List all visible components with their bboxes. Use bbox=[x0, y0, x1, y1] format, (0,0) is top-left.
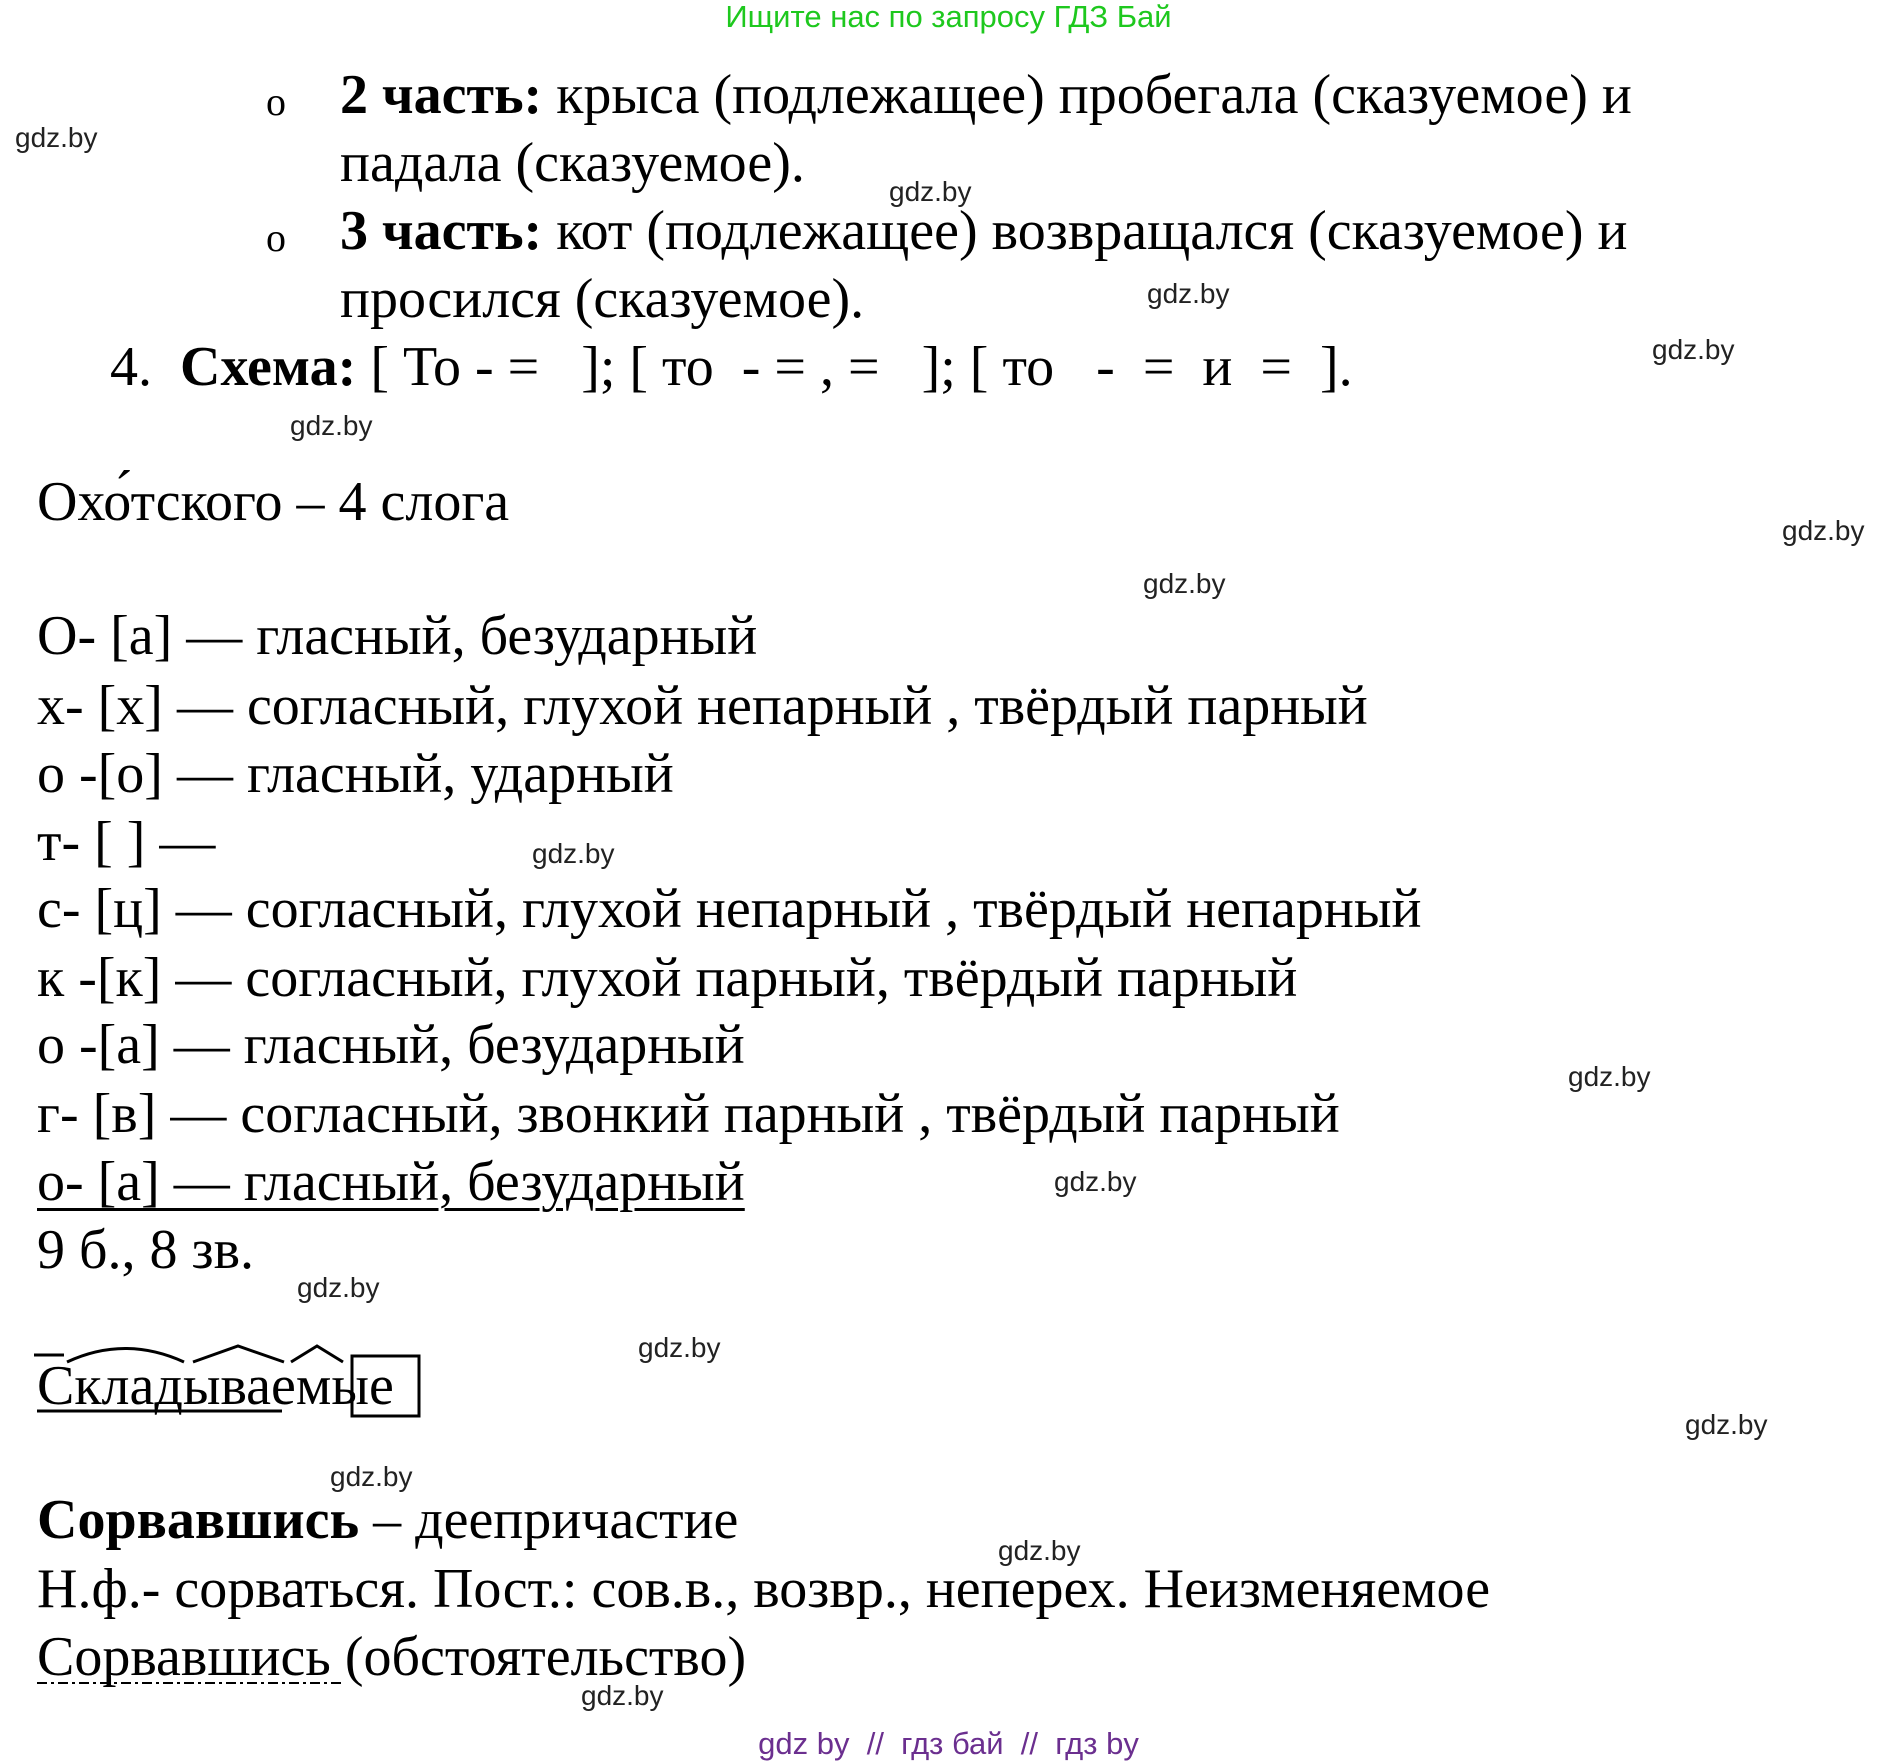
watermark: gdz.by bbox=[15, 122, 98, 153]
bullet-label: 3 часть: bbox=[340, 200, 543, 262]
watermark: gdz.by bbox=[1652, 334, 1735, 365]
watermark: gdz.by bbox=[998, 1535, 1081, 1566]
bullet-marker: o bbox=[266, 215, 286, 260]
letter-sound-count: 9 б., 8 зв. bbox=[37, 1219, 255, 1281]
participle-role-word: Сорвавшись bbox=[37, 1626, 331, 1688]
phonetic-line: к -[к] — согласный, глухой парный, твёрдый парный bbox=[37, 947, 1298, 1009]
bullet-continuation: просился (сказуемое). bbox=[340, 268, 865, 330]
watermark: gdz.by bbox=[1054, 1166, 1137, 1197]
phonetic-line: т- [ ] — bbox=[37, 811, 216, 873]
morpheme-word: Складываемые bbox=[37, 1355, 394, 1417]
phonetic-line: х- [х] — согласный, глухой непарный , твёрдый парный bbox=[37, 675, 1368, 737]
scheme-label: Схема: bbox=[180, 336, 357, 398]
bullet-label: 2 часть: bbox=[340, 64, 543, 126]
phonetic-line: о -[о] — гласный, ударный bbox=[37, 743, 674, 805]
participle-forms: Н.ф.- сорваться. Пост.: сов.в., возвр., неперех. Неизменяемое bbox=[37, 1558, 1491, 1620]
phonetic-line: с- [ц] — согласный, глухой непарный , твёрдый непарный bbox=[37, 878, 1422, 940]
scheme-text: [ То - = ]; [ то - = , = ]; [ то - = и = ]. bbox=[356, 336, 1353, 398]
footer-links: gdz by // гдз бай // гдз by bbox=[758, 1726, 1139, 1761]
phonetic-line: о -[а] — гласный, безударный bbox=[37, 1014, 745, 1076]
search-hint-header: Ищите нас по запросу ГДЗ Бай bbox=[725, 0, 1172, 34]
bullet-text: крыса (подлежащее) пробегала (сказуемое) и bbox=[542, 64, 1632, 126]
phonetic-line: г- [в] — согласный, звонкий парный , твёрдый парный bbox=[37, 1083, 1340, 1145]
bullet-part-2 bbox=[340, 61, 1632, 129]
watermark: gdz.by bbox=[330, 1461, 413, 1492]
participle-desc: – деепричастие bbox=[359, 1489, 739, 1551]
participle-word: Сорвавшись bbox=[37, 1489, 360, 1551]
watermark: gdz.by bbox=[581, 1680, 664, 1711]
watermark: gdz.by bbox=[889, 176, 972, 207]
scheme-line bbox=[110, 333, 1353, 401]
watermark: gdz.by bbox=[1568, 1061, 1651, 1092]
watermark: gdz.by bbox=[1147, 278, 1230, 309]
phonetic-line: О- [а] — гласный, безударный bbox=[37, 605, 758, 667]
bullet-part-3 bbox=[340, 197, 1628, 265]
bullet-continuation: падала (сказуемое). bbox=[340, 132, 805, 194]
watermark: gdz.by bbox=[1143, 568, 1226, 599]
bullet-marker: o bbox=[266, 79, 286, 124]
participle-heading bbox=[37, 1486, 738, 1554]
watermark: gdz.by bbox=[1782, 515, 1865, 546]
syllable-count: Охо́тского – 4 слога bbox=[37, 471, 510, 533]
watermark: gdz.by bbox=[290, 410, 373, 441]
watermark: gdz.by bbox=[1685, 1409, 1768, 1440]
bullet-text: кот (подлежащее) возвращался (сказуемое) и bbox=[542, 200, 1628, 262]
watermark: gdz.by bbox=[532, 838, 615, 869]
watermark: gdz.by bbox=[638, 1332, 721, 1363]
participle-role-text: (обстоятельство) bbox=[330, 1626, 747, 1688]
phonetic-line-underlined: о- [а] — гласный, безударный bbox=[37, 1151, 745, 1213]
scheme-number: 4. bbox=[110, 336, 152, 398]
watermark: gdz.by bbox=[297, 1272, 380, 1303]
